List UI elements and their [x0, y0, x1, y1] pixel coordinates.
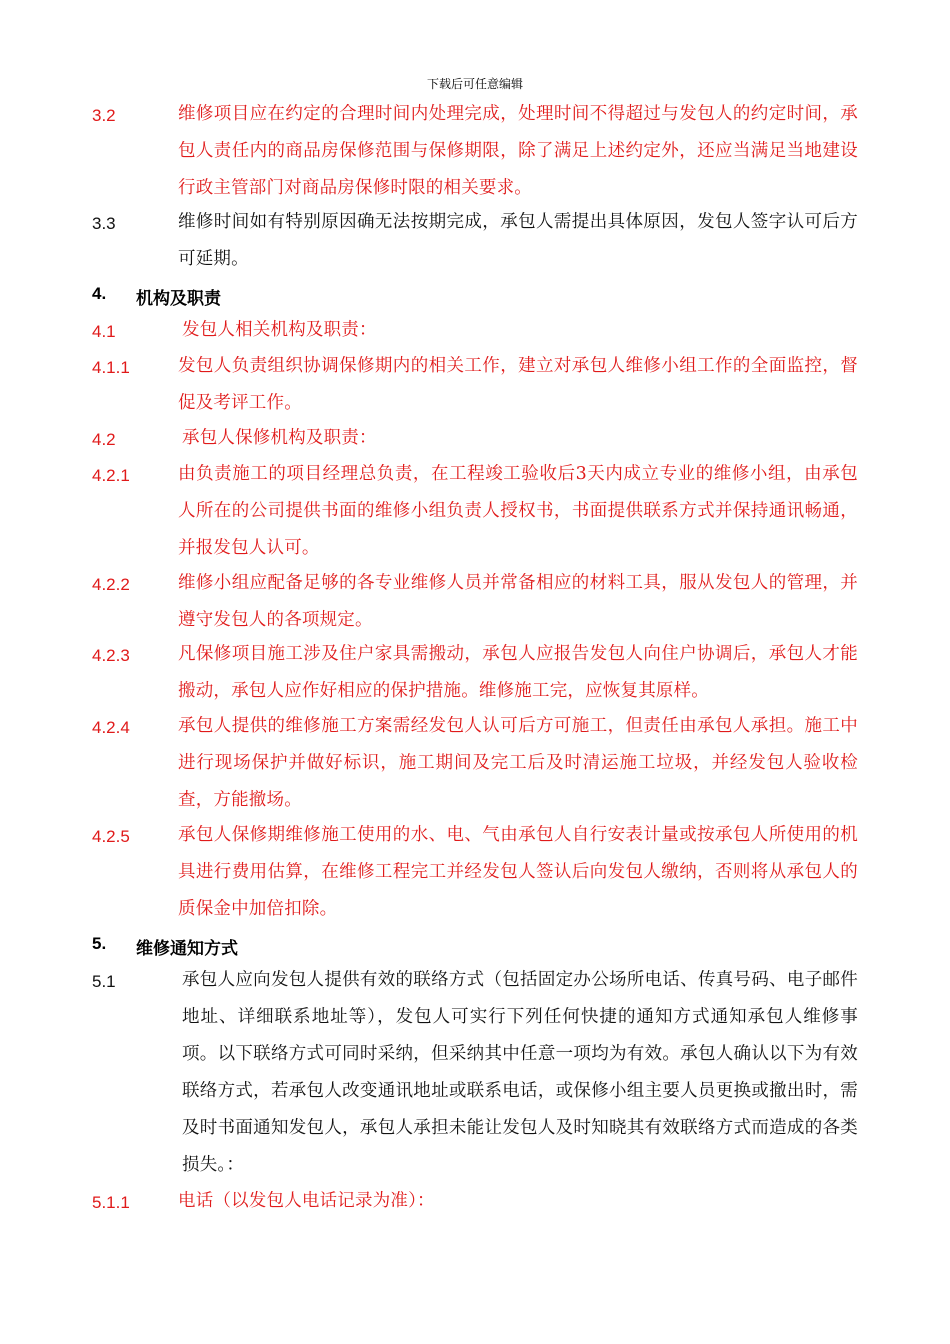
clause-number: 4.2.3: [92, 646, 130, 665]
clause-text: 承包人应向发包人提供有效的联络方式（包括固定办公场所电话、传真号码、电子邮件地址、详细联系地址等），发包人可实行下列任何快捷的通知方式通知承包人维修事项。以下联络方式可同时采纳，但采纳其中任意一项均为有效。承包人确认以下为有效联络方式，若承包人改变通讯地址或联系电话，或保修小组主要人员更换或撤出时，需及时书面通知发包人，承包人承担未能让发包人及时知晓其有效联络方式而造成的各类损失。：: [182, 970, 858, 1175]
clause-text: 发包人负责组织协调保修期内的相关工作，建立对承包人维修小组工作的全面监控，督促及考评工作。: [178, 356, 858, 413]
clause-text: 承包人保修机构及职责：: [182, 428, 377, 448]
clause-text: 由负责施工的项目经理总负责，在工程竣工验收后3天内成立专业的维修小组，由承包人所在的公司提供书面的维修小组负责人授权书，书面提供联系方式并保持通讯畅通，并报发包人认可。: [178, 464, 858, 558]
clause-number: 5.1.1: [92, 1193, 130, 1212]
clause-number: 4.2.4: [92, 718, 130, 737]
clause-number: 4.2.2: [92, 575, 130, 594]
clause-number: 4.2: [92, 430, 116, 449]
clause-number: 4.1: [92, 322, 116, 341]
clause-text: 承包人保修期维修施工使用的水、电、气由承包人自行安表计量或按承包人所使用的机具进行费用估算，在维修工程完工并经发包人签认后向发包人缴纳，否则将从承包人的质保金中加倍扣除。: [178, 825, 858, 919]
clause-text: 发包人相关机构及职责：: [182, 320, 377, 340]
clause-number: 3.2: [92, 106, 116, 125]
section-title: 维修通知方式: [136, 939, 238, 959]
clause-number: 3.3: [92, 214, 116, 233]
clause-text: 电话（以发包人电话记录为准）：: [178, 1191, 435, 1211]
clause-number: 4.2.1: [92, 466, 130, 485]
page-header: 下载后可任意编辑: [426, 77, 523, 91]
clause-text: 维修小组应配备足够的各专业维修人员并常备相应的材料工具，服从发包人的管理，并遵守发包人的各项规定。: [178, 573, 858, 630]
clause-number: 4.1.1: [92, 358, 130, 377]
clause-number: 4.2.5: [92, 827, 130, 846]
section-title: 机构及职责: [136, 289, 221, 309]
section-number: 4.: [92, 284, 107, 303]
clause-text: 承包人提供的维修施工方案需经发包人认可后方可施工，但责任由承包人承担。施工中进行现场保护并做好标识，施工期间及完工后及时清运施工垃圾，并经发包人验收检查，方能撤场。: [178, 716, 858, 810]
clause-text: 凡保修项目施工涉及住户家具需搬动，承包人应报告发包人向住户协调后，承包人才能搬动，承包人应作好相应的保护措施。维修施工完，应恢复其原样。: [178, 644, 858, 701]
clause-text: 维修时间如有特别原因确无法按期完成，承包人需提出具体原因，发包人签字认可后方可延期。: [178, 212, 858, 269]
clause-text: 维修项目应在约定的合理时间内处理完成，处理时间不得超过与发包人的约定时间，承包人责任内的商品房保修范围与保修期限，除了满足上述约定外，还应当满足当地建设行政主管部门对商品房保修时限的相关要求。: [178, 104, 858, 198]
section-number: 5.: [92, 934, 107, 953]
clause-number: 5.1: [92, 972, 116, 991]
